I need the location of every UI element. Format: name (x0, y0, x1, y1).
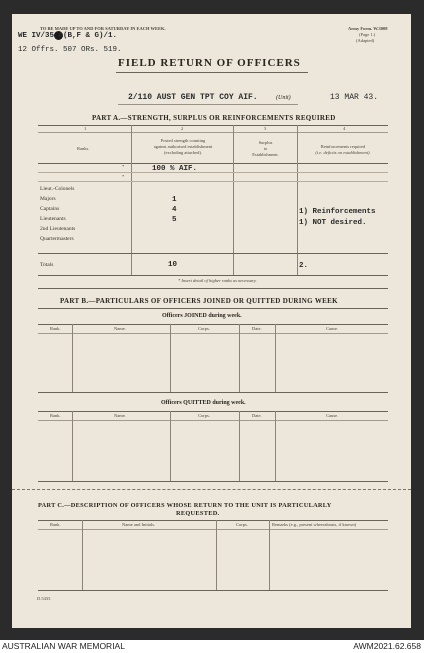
posted-typed-top: 100 % AIF. (152, 165, 198, 173)
archive-footer (0, 640, 424, 653)
remark-line-1: 1) Reinforcements (299, 208, 376, 216)
part-a-colnum-rule (38, 132, 388, 133)
star-row-rule-2 (38, 181, 388, 182)
quitted-col-corps: Corps. (198, 413, 210, 418)
quitted-divider (275, 411, 276, 481)
part-c-divider (269, 520, 270, 590)
col-number-1: 1 (84, 126, 87, 131)
rank-label: Lieutenants (40, 216, 66, 222)
joined-col-cause: Cause. (326, 326, 339, 331)
archive-id: AWM2021.62.658 (353, 641, 421, 651)
joined-col-date: Date. (252, 326, 262, 331)
remark-line-2: 1) NOT desired. (299, 219, 367, 227)
quitted-title: Officers QUITTED during week. (161, 400, 246, 406)
part-b-title: PART B.—PARTICULARS OF OFFICERS JOINED OR QUITTED DURING WEEK (60, 297, 338, 305)
surplus-header-line-2: to (263, 146, 268, 151)
form-code: D.5433 (37, 596, 51, 601)
totals-reinforcements: 2. (299, 262, 309, 270)
posted-value-lieutenants: 5 (172, 216, 177, 224)
typed-strength: 12 Offrs. 507 ORs. 519. (18, 46, 122, 54)
archive-name: AUSTRALIAN WAR MEMORIAL (2, 641, 125, 651)
rank-label: Captains (40, 206, 60, 212)
star-marker-2: * (122, 174, 125, 179)
totals-rule (38, 253, 388, 254)
posted-header-line-3: (excluding attached). (164, 150, 202, 155)
rank-label: Quartermasters (40, 236, 74, 242)
surplus-header-line-1: Surplus (258, 140, 273, 145)
army-form-label: Army Form. W.3008 (348, 26, 388, 31)
quitted-header-rule (38, 420, 388, 421)
part-a-header-rule (38, 163, 388, 164)
part-a-title: PART A.—STRENGTH, SURPLUS OR REINFORCEMENTS REQUIRED (92, 114, 336, 122)
part-c-col-remarks: Remarks (e.g., present whereabouts, if known) (272, 522, 357, 527)
quitted-divider (170, 411, 171, 481)
col-number-4: 4 (343, 126, 346, 131)
adapted-label: (Adapted) (356, 38, 375, 43)
posted-header-line-1: Posted strength counting (160, 138, 206, 143)
return-date: 13 MAR 43. (330, 93, 379, 102)
posted-header-line-2: against authorised establishment (153, 144, 213, 149)
surplus-header-line-3: Establishment. (252, 152, 279, 157)
form-title: FIELD RETURN OF OFFICERS (118, 57, 301, 69)
part-a-bottom-rule (38, 275, 388, 276)
unit-label: (Unit) (276, 95, 291, 101)
star-row-rule-1 (38, 172, 388, 173)
joined-col-name: Name. (114, 326, 126, 331)
quitted-divider (72, 411, 73, 481)
col-number-3: 3 (264, 126, 267, 131)
joined-divider (275, 324, 276, 392)
part-c-bottom-rule (38, 590, 388, 591)
part-c-top-rule (38, 520, 388, 521)
form-sheet (12, 14, 411, 628)
joined-divider (239, 324, 240, 392)
page-label: (Page 1.) (359, 32, 376, 37)
joined-header-rule (38, 333, 388, 334)
quitted-col-name: Name. (114, 413, 126, 418)
part-c-col-corps: Corps. (236, 522, 248, 527)
part-a-top-rule (38, 125, 388, 126)
unit-name: 2/110 AUST GEN TPT COY AIF. (128, 93, 258, 102)
part-c-divider (216, 520, 217, 590)
part-c-title-line-2: REQUESTED. (176, 510, 220, 517)
part-c-col-name: Name and Initials. (122, 522, 156, 527)
unit-underline (118, 104, 298, 105)
totals-posted: 10 (168, 261, 178, 269)
part-c-divider (82, 520, 83, 590)
quitted-col-date: Date. (252, 413, 262, 418)
part-c-title-line-1: PART C.—DESCRIPTION OF OFFICERS WHOSE RETURN TO THE UNIT IS PARTICULARLY (38, 502, 332, 509)
typed-reference: WE IV/35 A(B,F & G)/1. (18, 32, 118, 40)
quitted-divider (239, 411, 240, 481)
joined-bottom-rule (38, 392, 388, 393)
posted-value-captains: 4 (172, 206, 177, 214)
rank-label: Majors (40, 196, 56, 202)
joined-divider (170, 324, 171, 392)
ranks-header: Ranks. (77, 146, 90, 151)
quitted-bottom-rule (38, 481, 388, 482)
joined-header-top-rule (38, 324, 388, 325)
top-instruction: TO BE MADE UP TO AND FOR SATURDAY IN EACH WEEK. (40, 26, 166, 31)
quitted-col-rank: Rank. (50, 413, 61, 418)
perforation-line (12, 489, 411, 490)
joined-col-corps: Corps. (198, 326, 210, 331)
reinf-header-line-1: Reinforcements required (320, 144, 366, 149)
quitted-header-top-rule (38, 411, 388, 412)
joined-title: Officers JOINED during week. (162, 313, 242, 319)
quitted-col-cause: Cause. (326, 413, 339, 418)
reinf-header-line-2: (i.e. deficits on establishment). (315, 150, 371, 155)
rank-label: 2nd Lieutenants (40, 226, 76, 232)
totals-label: Totals (40, 262, 54, 268)
part-b-top-rule (38, 308, 388, 309)
rank-label: Lieut.-Colonels (40, 186, 75, 192)
footnote: * Insert detail of higher ranks as necessary. (178, 278, 257, 283)
part-c-header-rule (38, 529, 388, 530)
joined-divider (72, 324, 73, 392)
joined-col-rank: Rank. (50, 326, 61, 331)
col-number-2: 2 (181, 126, 184, 131)
star-marker-1: * (122, 164, 125, 169)
title-underline (116, 72, 308, 73)
part-a-end-rule (38, 288, 388, 289)
part-c-col-rank: Rank. (50, 522, 61, 527)
posted-value-majors: 1 (172, 196, 177, 204)
